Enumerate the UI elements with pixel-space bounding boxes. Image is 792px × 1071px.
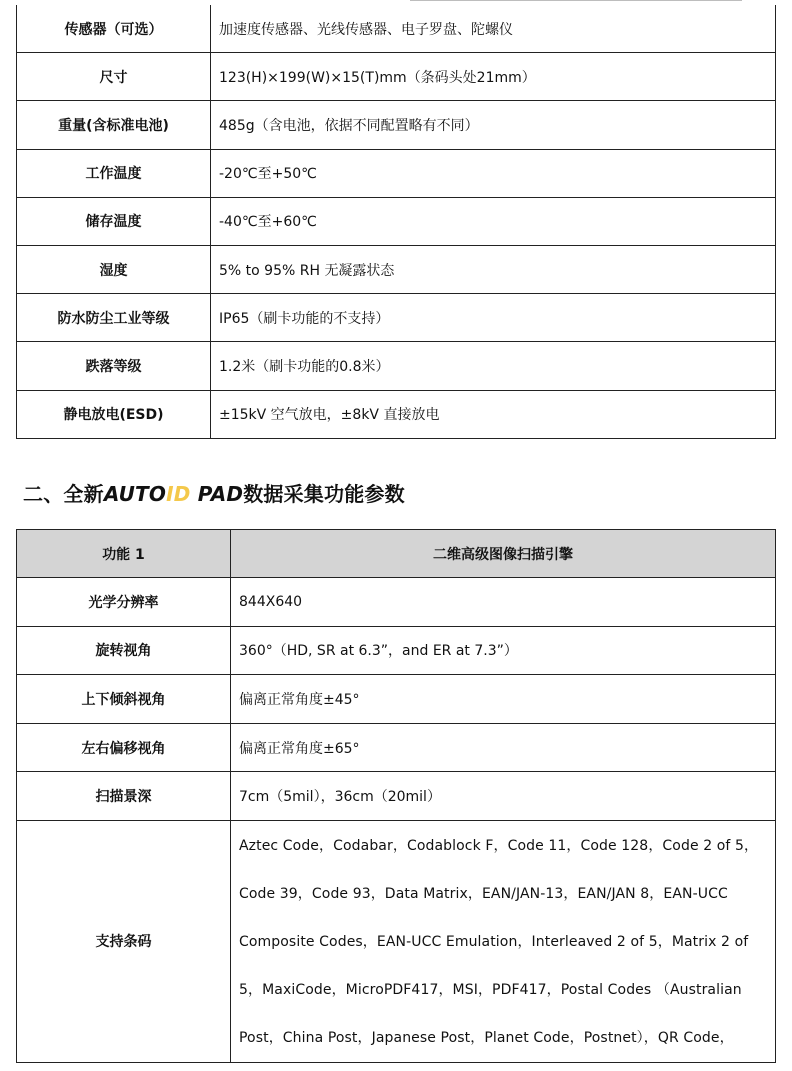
- table-row: [17, 294, 776, 342]
- spec-value: 1.2米（刷卡功能的0.8米）: [211, 342, 776, 390]
- spec-label: 重量(含标准电池): [17, 101, 211, 149]
- spec-label: 尺寸: [17, 53, 211, 101]
- table-row: [17, 772, 776, 821]
- function-value: 844X640: [231, 578, 776, 627]
- spec-value: 加速度传感器、光线传感器、电子罗盘、陀螺仪: [211, 5, 776, 53]
- header-value: 二维高级图像扫描引擎: [231, 530, 776, 578]
- table-row: [17, 101, 776, 149]
- brand-auto: AUTO: [103, 482, 167, 506]
- table-row: [17, 723, 776, 772]
- spec-label: 静电放电(ESD): [17, 390, 211, 438]
- function-value: 偏离正常角度±65°: [231, 723, 776, 772]
- barcodes-label: 支持条码: [17, 820, 231, 1062]
- spec-label: 储存温度: [17, 197, 211, 245]
- table-row: [17, 675, 776, 724]
- table-row: [17, 245, 776, 293]
- function-label: 上下倾斜视角: [17, 675, 231, 724]
- spec-value: 123(H)×199(W)×15(T)mm（条码头处21mm）: [211, 53, 776, 101]
- function-label: 旋转视角: [17, 626, 231, 675]
- table-row: [17, 390, 776, 438]
- brand-id: ID: [166, 482, 191, 506]
- section-title-suffix: 数据采集功能参数: [243, 482, 405, 506]
- function-value: 偏离正常角度±45°: [231, 675, 776, 724]
- table-row-barcodes: [17, 820, 776, 1062]
- function-value: 360°（HD, SR at 6.3”，and ER at 7.3”）: [231, 626, 776, 675]
- table-row: [17, 626, 776, 675]
- function-label: 光学分辨率: [17, 578, 231, 627]
- section-title-prefix: 二、全新: [23, 482, 104, 506]
- spec-value: ±15kV 空气放电，±8kV 直接放电: [211, 390, 776, 438]
- table-row: [17, 342, 776, 390]
- spec-table: [16, 5, 776, 439]
- spec-value: 5% to 95% RH 无凝露状态: [211, 245, 776, 293]
- spec-value: IP65（刷卡功能的不支持）: [211, 294, 776, 342]
- function-value: 7cm（5mil），36cm（20mil）: [231, 772, 776, 821]
- header-label: 功能 1: [17, 530, 231, 578]
- table-row: [17, 53, 776, 101]
- spec-label: 防水防尘工业等级: [17, 294, 211, 342]
- top-rule: [410, 0, 742, 1]
- table-row: [17, 578, 776, 627]
- barcodes-cell: [231, 820, 776, 1062]
- function-table: [16, 529, 776, 1063]
- table-row: [17, 197, 776, 245]
- spec-value: -20℃至+50℃: [211, 149, 776, 197]
- spec-label: 跌落等级: [17, 342, 211, 390]
- spec-label: 工作温度: [17, 149, 211, 197]
- table-row: [17, 5, 776, 53]
- brand-pad: PAD: [190, 482, 244, 506]
- spec-label: 湿度: [17, 245, 211, 293]
- spec-value: -40℃至+60℃: [211, 197, 776, 245]
- barcodes-value: Aztec Code，Codabar，Codablock F，Code 11，Code 128，Code 2 of 5，Code 39，Code 93，Data Matrix，EAN/JAN-13，EAN/JAN 8，EAN-UCC Composite Codes，EAN-UCC Emulation，Interleaved 2 of 5，Matrix 2 of 5，MaxiCode，MicroPDF417，MSI，PDF417，Postal Codes （Australian Post，China Post，Japanese Post，Planet Code，Postnet），QR Code，: [239, 837, 759, 1046]
- table-row: [17, 149, 776, 197]
- section-title: [23, 478, 405, 507]
- function-label: 扫描景深: [17, 772, 231, 821]
- table-header-row: [17, 530, 776, 578]
- spec-value: 485g（含电池，依据不同配置略有不同）: [211, 101, 776, 149]
- spec-label: 传感器（可选）: [17, 5, 211, 53]
- function-label: 左右偏移视角: [17, 723, 231, 772]
